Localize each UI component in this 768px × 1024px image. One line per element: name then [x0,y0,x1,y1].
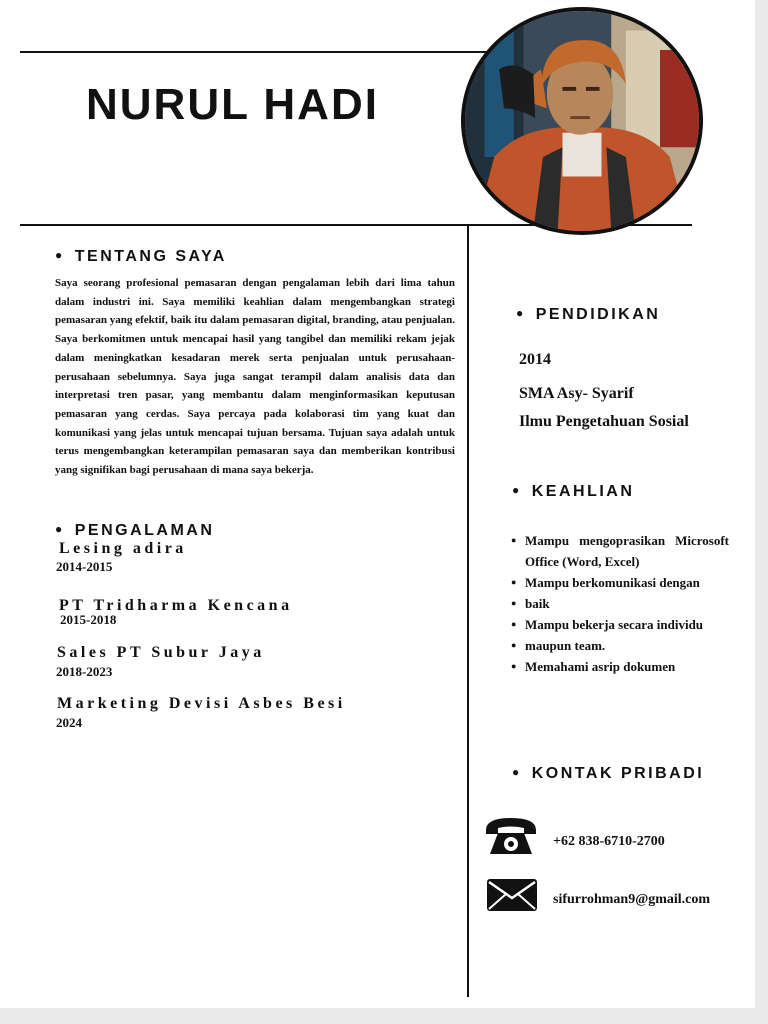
skill-item-label: Mampu bekerja secara individu [525,617,704,632]
contact-email[interactable]: sifurrohman9@gmail.com [553,892,711,907]
experience-heading [55,522,214,540]
skill-item-label: Mampu mengoprasikan Microsoft Office (Word, Excel) [525,533,729,569]
bullet-icon: ● [511,619,517,629]
bullet-icon: ● [512,765,522,779]
bullet-icon: ● [55,248,65,262]
education-heading-label: PENDIDIKAN [535,306,661,323]
column-divider [467,224,469,997]
education-year: 2014 [519,351,551,368]
about-heading [55,248,227,266]
skills-heading [512,483,634,501]
bullet-icon: ● [511,535,517,545]
about-text: Saya seorang profesional pemasaran dengan pengalaman lebih dari lima tahun dalam industri ini. Saya memiliki keahlian dalam mengembangkan strategi pemasaran yang efektif, baik itu dalam pemasaran digital, branding, atau penjualan. Saya berkomitmen untuk mencapai hasil yang tangibel dan memiliki rekam jejak dalam meningkatkan kesadaran merek serta penjualan untuk perusahaan-perusahaan sebelumnya. Saya juga sangat terampil dalam analisis data dan interpretasi tren pasar, yang membantu dalam menginformasikan keputusan pemasaran yang cerdas. Saya percaya pada kolaborasi tim yang kuat dan komunikasi yang jelas untuk mencapai tujuan bersama. Tujuan saya adalah untuk terus mengembangkan keterampilan pemasaran saya dan memberikan kontribusi yang signifikan bagi perusahaan di mana saya bekerja. [55,277,455,477]
experience-years: 2018-2023 [56,664,113,679]
experience-title: PT Tridharma Kencana [59,597,293,614]
skill-item-label: Memahami asrip dokumen [525,659,676,674]
bullet-icon: ● [511,577,517,587]
skill-item [511,614,729,635]
contact-phone[interactable]: +62 838-6710-2700 [553,834,665,849]
education-major: Ilmu Pengetahuan Sosial [519,413,689,430]
education-school: SMA Asy- Syarif [519,385,634,402]
experience-years: 2014-2015 [56,559,113,574]
skill-item [511,593,729,614]
skill-item-label: maupun team. [525,638,606,653]
skills-heading-label: KEAHLIAN [531,483,635,500]
envelope-icon [486,878,538,912]
skill-item [511,635,729,656]
bullet-icon: ● [511,598,517,608]
candidate-name: NURUL HADI [86,80,379,129]
telephone-icon [484,816,538,856]
experience-title: Sales PT Subur Jaya [57,644,265,661]
experience-title: Lesing adira [59,540,187,557]
bullet-icon: ● [55,522,65,536]
about-heading-label: TENTANG SAYA [74,248,227,265]
bullet-icon: ● [512,483,522,497]
contact-heading [512,765,704,783]
profile-photo [461,7,703,235]
experience-years: 2015-2018 [60,612,117,627]
skill-item-label: baik [525,596,550,611]
skills-list [511,530,729,677]
bullet-icon: ● [511,640,517,650]
skill-item [511,572,729,593]
experience-title: Marketing Devisi Asbes Besi [57,695,346,712]
header-top-rule [20,51,490,53]
contact-heading-label: KONTAK PRIBADI [531,765,705,782]
bullet-icon: ● [511,661,517,671]
profile-photo-image [465,11,699,231]
skill-item [511,530,729,572]
skill-item [511,656,729,677]
bullet-icon: ● [516,306,526,320]
experience-years: 2024 [56,715,82,730]
skill-item-label: Mampu berkomunikasi dengan [525,575,700,590]
experience-heading-label: PENGALAMAN [74,522,215,539]
education-heading [516,306,660,324]
